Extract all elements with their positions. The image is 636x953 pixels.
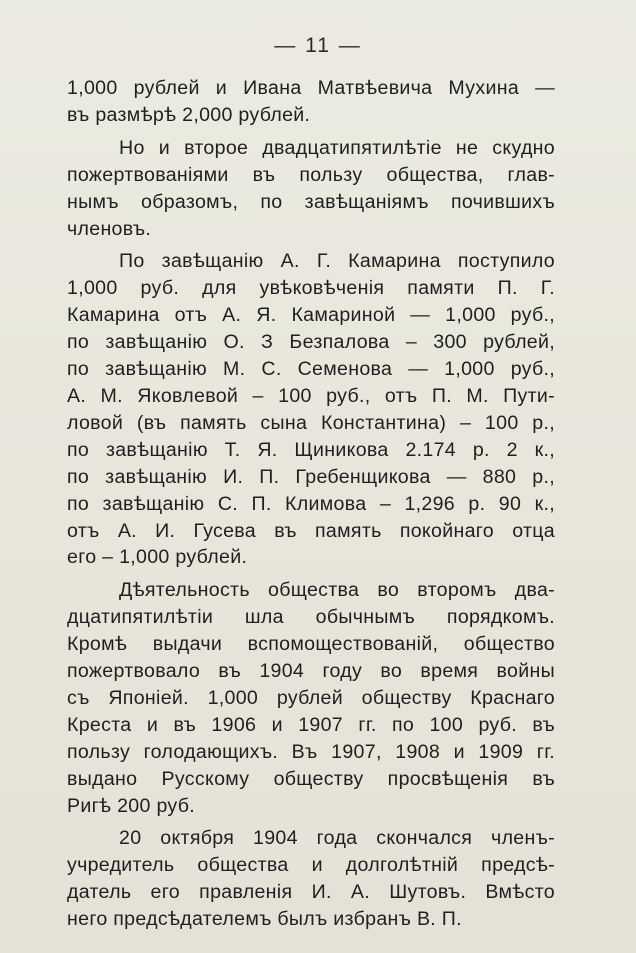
text-line: по завѣщанію М. С. Семенова — 1,000 руб., — [67, 358, 555, 381]
text-line: Ригѣ 200 руб. — [67, 794, 196, 817]
text-line: съ Японіей. 1,000 рублей обществу Краснаго — [67, 686, 555, 709]
text-line: его – 1,000 рублей. — [67, 546, 248, 569]
text-line: нымъ образомъ, по завѣщаніямъ почившихъ — [67, 190, 555, 213]
text-line: По завѣщанію А. Г. Камарина поступило — [119, 250, 555, 273]
paragraph — [67, 825, 555, 933]
text-line: по завѣщанію Т. Я. Щиникова 2.174 р. 2 к., — [67, 438, 555, 461]
text-line: Дѣятельность общества во второмъ два- — [119, 579, 555, 602]
text-line: 1,000 рублей и Ивана Матвѣевича Мухина — — [67, 77, 555, 99]
text-line: учредитель общества и долголѣтній предсѣ- — [67, 854, 555, 877]
text-line: пожертвованіями въ пользу общества, глав- — [67, 163, 555, 186]
paragraph — [67, 248, 555, 571]
paragraph — [67, 577, 555, 819]
text-line: Кромѣ выдачи вспомоществованій, общество — [67, 633, 555, 656]
paragraph — [67, 135, 555, 243]
paragraph — [67, 75, 555, 129]
text-line: ловой (въ память сына Константина) – 100 р., — [67, 411, 555, 434]
text-line: дцатипятилѣтіи шла обычнымъ порядкомъ. — [67, 606, 555, 629]
text-line: 1,000 руб. для увѣковѣченія памяти П. Г. — [67, 277, 555, 300]
text-line: по завѣщанію О. З Безпалова – 300 рублей, — [67, 331, 555, 354]
text-line: членовъ. — [67, 217, 152, 240]
text-line: по завѣщанію И. П. Гребенщикова — 880 р., — [67, 465, 555, 488]
text-line: него предсѣдателемъ былъ избранъ В. П. — [67, 908, 462, 931]
body-text — [67, 75, 555, 939]
text-line: 20 октября 1904 года скончался членъ- — [119, 827, 555, 850]
text-line: Но и второе двадцатипятилѣтіе не скудно — [119, 136, 555, 159]
text-line: выдано Русскому обществу просвѣщенія въ — [67, 767, 555, 790]
text-line: датель его правленія И. А. Шутовъ. Вмѣсто — [67, 881, 555, 904]
text-line: отъ А. И. Гусева въ память покойнаго отца — [67, 519, 555, 542]
text-line: Креста и въ 1906 и 1907 гг. по 100 руб. въ — [67, 713, 555, 736]
text-line: по завѣщанію С. П. Климова – 1,296 р. 90 к., — [67, 492, 555, 515]
text-line: въ размѣрѣ 2,000 рублей. — [67, 103, 311, 126]
text-line: пожертвовало въ 1904 году во время войны — [67, 660, 555, 683]
text-line: Камарина отъ А. Я. Камариной — 1,000 руб., — [67, 304, 555, 327]
text-line: пользу голодающихъ. Въ 1907, 1908 и 1909 гг. — [67, 740, 555, 763]
text-line: А. М. Яковлевой – 100 руб., отъ П. М. Пути- — [67, 384, 555, 407]
page-number: — 11 — — [274, 34, 362, 57]
